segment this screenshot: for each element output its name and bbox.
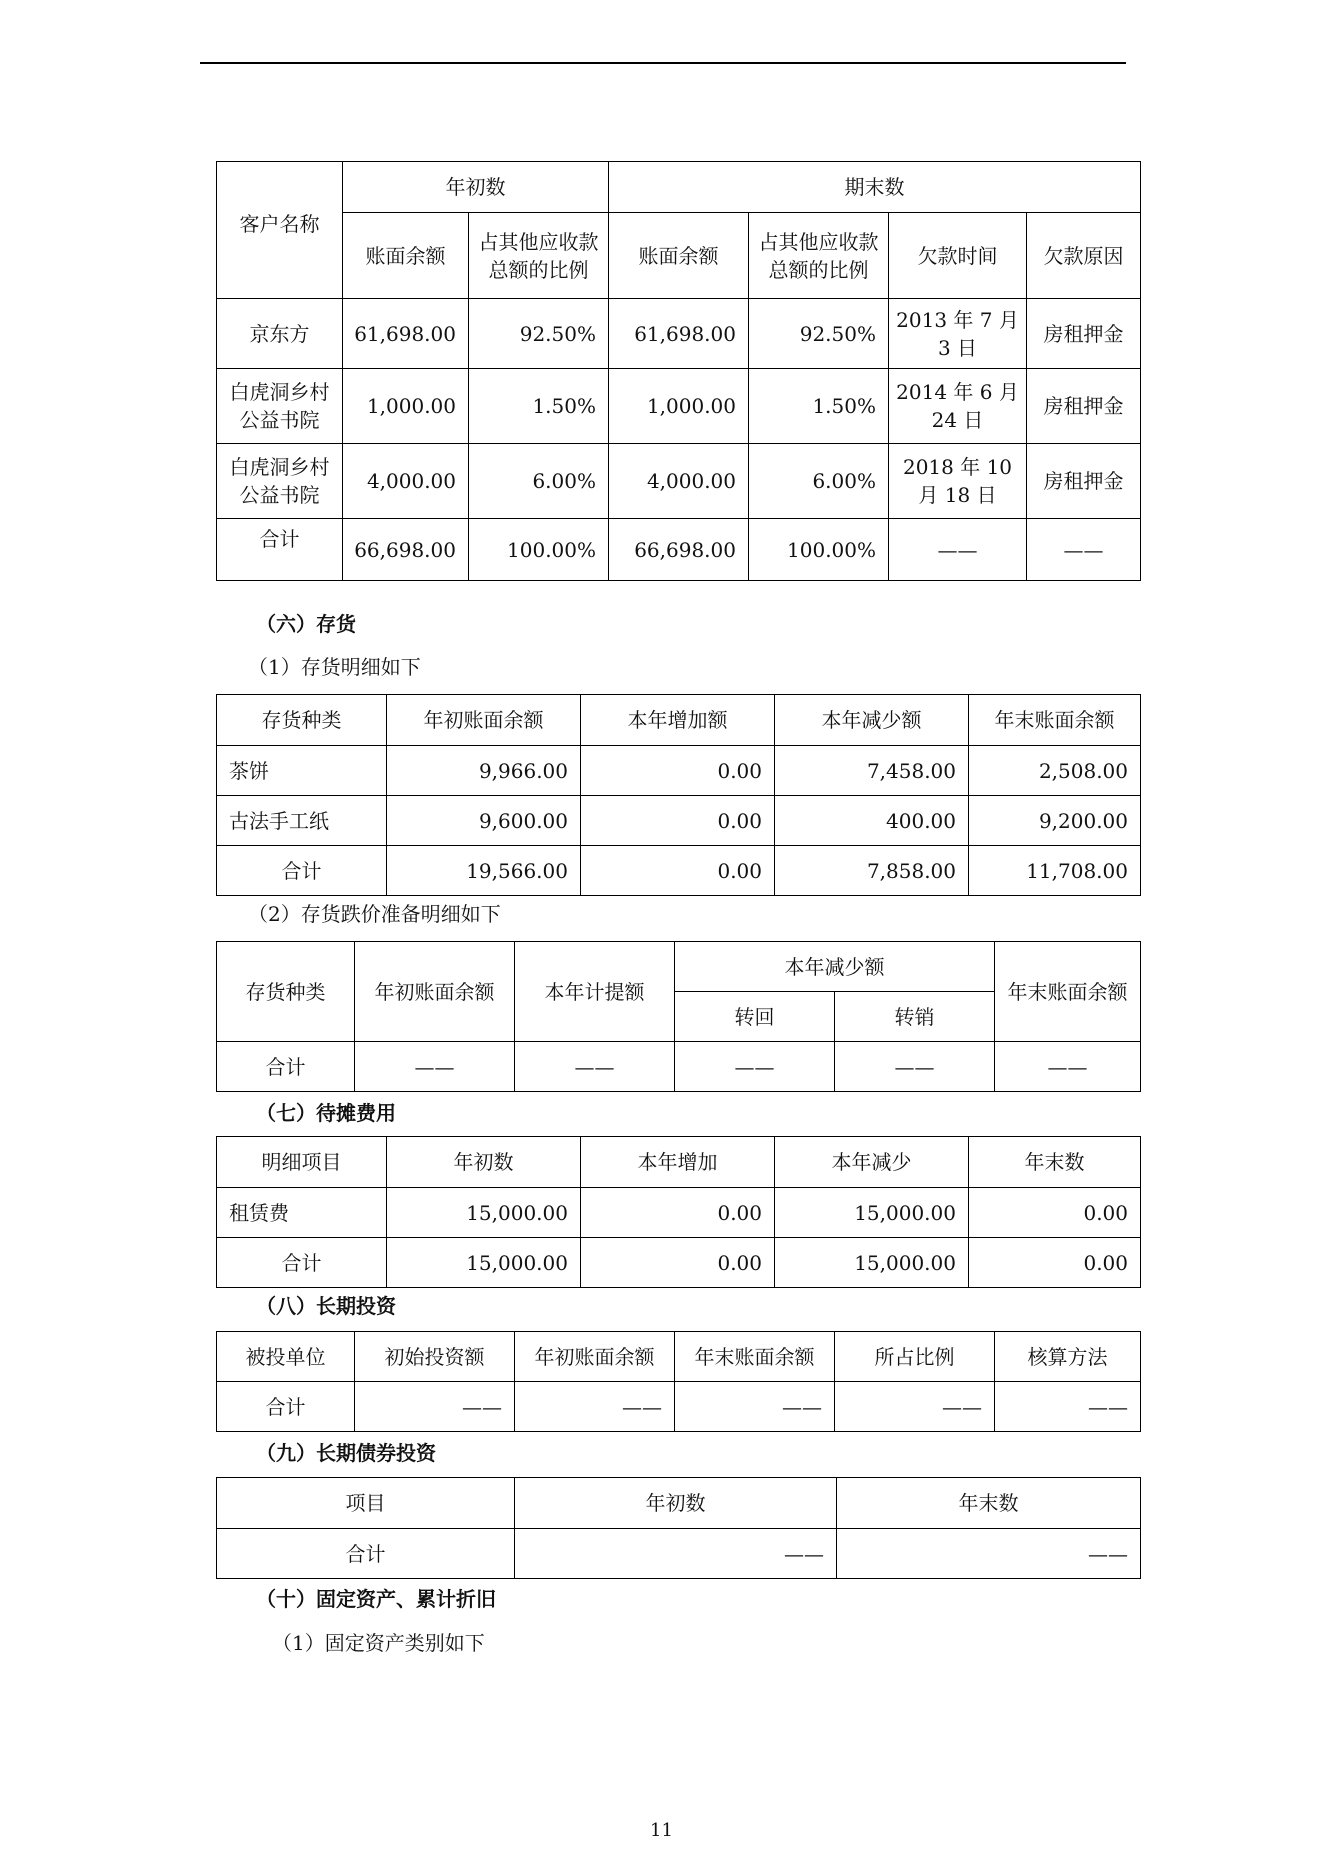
header-cell: 年初账面余额 bbox=[355, 942, 515, 1042]
table-row-total bbox=[217, 519, 1141, 581]
header-ratio-begin: 占其他应收款总额的比例 bbox=[469, 213, 609, 299]
cell-debt-reason: 房租押金 bbox=[1027, 299, 1141, 369]
header-cell: 年末账面余额 bbox=[969, 695, 1141, 746]
cell-name: 白虎洞乡村公益书院 bbox=[217, 369, 343, 444]
cell-debt-reason: 房租押金 bbox=[1027, 444, 1141, 519]
header-cell: 本年计提额 bbox=[515, 942, 675, 1042]
header-cell: 年初数 bbox=[515, 1478, 837, 1529]
cell-value: 0.00 bbox=[969, 1188, 1141, 1238]
header-cell: 项目 bbox=[217, 1478, 515, 1529]
header-book-balance-end: 账面余额 bbox=[609, 213, 749, 299]
cell-debt-time: 2018 年 10 月 18 日 bbox=[889, 444, 1027, 519]
header-cell: 年末数 bbox=[837, 1478, 1141, 1529]
table-row bbox=[217, 1188, 1141, 1238]
cell-value: 0.00 bbox=[581, 746, 775, 796]
header-cell: 年末账面余额 bbox=[995, 942, 1141, 1042]
header-cell: 转回 bbox=[675, 992, 835, 1042]
prepaid-table bbox=[216, 1136, 1141, 1288]
header-cell: 本年增加 bbox=[581, 1137, 775, 1188]
header-cell: 被投单位 bbox=[217, 1332, 355, 1382]
cell-name: 京东方 bbox=[217, 299, 343, 369]
cell-total-end-ratio: 100.00% bbox=[749, 519, 889, 581]
table-row-total bbox=[217, 846, 1141, 896]
cell-value: —— bbox=[995, 1042, 1141, 1092]
cell-total-begin-balance: 66,698.00 bbox=[343, 519, 469, 581]
cell-begin-ratio: 6.00% bbox=[469, 444, 609, 519]
cell-value: 7,858.00 bbox=[775, 846, 969, 896]
subtitle-fixed-asset-categories: （1）固定资产类别如下 bbox=[272, 1631, 485, 1655]
cell-value: —— bbox=[675, 1382, 835, 1432]
header-cell: 年末数 bbox=[969, 1137, 1141, 1188]
table-row bbox=[217, 299, 1141, 369]
cell-begin-balance: 4,000.00 bbox=[343, 444, 469, 519]
cell-value: —— bbox=[995, 1382, 1141, 1432]
cell-total-label: 合计 bbox=[217, 1382, 355, 1432]
cell-value: 0.00 bbox=[581, 796, 775, 846]
cell-begin-ratio: 1.50% bbox=[469, 369, 609, 444]
cell-debt-time: 2014 年 6 月 24 日 bbox=[889, 369, 1027, 444]
cell-value: 7,458.00 bbox=[775, 746, 969, 796]
header-cell: 存货种类 bbox=[217, 695, 387, 746]
lt-investment-table bbox=[216, 1331, 1141, 1432]
cell-total-label: 合计 bbox=[217, 846, 387, 896]
inventory-table bbox=[216, 694, 1141, 896]
cell-total-label: 合计 bbox=[217, 519, 343, 581]
header-ratio-end: 占其他应收款总额的比例 bbox=[749, 213, 889, 299]
cell-value: 2,508.00 bbox=[969, 746, 1141, 796]
cell-end-ratio: 92.50% bbox=[749, 299, 889, 369]
section-title-lt-bond: （九）长期债券投资 bbox=[256, 1441, 436, 1465]
header-year-begin: 年初数 bbox=[343, 162, 609, 213]
header-cell: 本年减少额 bbox=[675, 942, 995, 992]
header-debt-time: 欠款时间 bbox=[889, 213, 1027, 299]
cell-total-debt-time: —— bbox=[889, 519, 1027, 581]
cell-value: 9,600.00 bbox=[387, 796, 581, 846]
cell-value: 15,000.00 bbox=[387, 1238, 581, 1288]
cell-name: 白虎洞乡村公益书院 bbox=[217, 444, 343, 519]
section-title-prepaid: （七）待摊费用 bbox=[256, 1101, 396, 1125]
section-title-fixed-assets: （十）固定资产、累计折旧 bbox=[256, 1587, 496, 1611]
cell-value: 15,000.00 bbox=[387, 1188, 581, 1238]
cell-value: 9,966.00 bbox=[387, 746, 581, 796]
cell-item: 古法手工纸 bbox=[217, 796, 387, 846]
subtitle-inventory-detail: （1）存货明细如下 bbox=[248, 655, 421, 679]
header-cell: 年初数 bbox=[387, 1137, 581, 1188]
header-debt-reason: 欠款原因 bbox=[1027, 213, 1141, 299]
cell-value: —— bbox=[675, 1042, 835, 1092]
cell-total-label: 合计 bbox=[217, 1042, 355, 1092]
header-cell: 年初账面余额 bbox=[515, 1332, 675, 1382]
cell-value: —— bbox=[515, 1382, 675, 1432]
cell-value: —— bbox=[837, 1529, 1141, 1579]
header-cell: 所占比例 bbox=[835, 1332, 995, 1382]
table-row-total bbox=[217, 1382, 1141, 1432]
cell-debt-reason: 房租押金 bbox=[1027, 369, 1141, 444]
header-cell: 本年减少 bbox=[775, 1137, 969, 1188]
header-customer: 客户名称 bbox=[217, 162, 343, 299]
header-cell: 年初账面余额 bbox=[387, 695, 581, 746]
cell-value: 0.00 bbox=[969, 1238, 1141, 1288]
cell-begin-balance: 61,698.00 bbox=[343, 299, 469, 369]
page-number: 11 bbox=[650, 1820, 673, 1841]
cell-value: 0.00 bbox=[581, 846, 775, 896]
header-cell: 本年减少额 bbox=[775, 695, 969, 746]
cell-value: —— bbox=[515, 1042, 675, 1092]
header-cell: 本年增加额 bbox=[581, 695, 775, 746]
cell-end-balance: 4,000.00 bbox=[609, 444, 749, 519]
header-cell: 核算方法 bbox=[995, 1332, 1141, 1382]
cell-total-label: 合计 bbox=[217, 1238, 387, 1288]
cell-value: 400.00 bbox=[775, 796, 969, 846]
cell-end-ratio: 6.00% bbox=[749, 444, 889, 519]
header-cell: 转销 bbox=[835, 992, 995, 1042]
cell-value: 11,708.00 bbox=[969, 846, 1141, 896]
cell-value: —— bbox=[835, 1382, 995, 1432]
cell-value: 15,000.00 bbox=[775, 1238, 969, 1288]
cell-total-end-balance: 66,698.00 bbox=[609, 519, 749, 581]
inventory-provision-table bbox=[216, 941, 1141, 1092]
header-cell: 明细项目 bbox=[217, 1137, 387, 1188]
table-row-total bbox=[217, 1042, 1141, 1092]
cell-end-ratio: 1.50% bbox=[749, 369, 889, 444]
table-row-total bbox=[217, 1529, 1141, 1579]
header-cell: 年末账面余额 bbox=[675, 1332, 835, 1382]
table-row-total bbox=[217, 1238, 1141, 1288]
cell-begin-balance: 1,000.00 bbox=[343, 369, 469, 444]
section-title-lt-investment: （八）长期投资 bbox=[256, 1294, 396, 1318]
cell-value: —— bbox=[355, 1382, 515, 1432]
cell-end-balance: 61,698.00 bbox=[609, 299, 749, 369]
subtitle-inventory-provision: （2）存货跌价准备明细如下 bbox=[248, 902, 501, 926]
section-title-inventory: （六）存货 bbox=[256, 612, 356, 636]
cell-value: 9,200.00 bbox=[969, 796, 1141, 846]
cell-item: 租赁费 bbox=[217, 1188, 387, 1238]
cell-value: —— bbox=[835, 1042, 995, 1092]
table-row bbox=[217, 746, 1141, 796]
cell-value: 19,566.00 bbox=[387, 846, 581, 896]
table-row bbox=[217, 796, 1141, 846]
header-rule bbox=[200, 62, 1126, 64]
table-row bbox=[217, 444, 1141, 519]
cell-item: 茶饼 bbox=[217, 746, 387, 796]
cell-value: —— bbox=[355, 1042, 515, 1092]
cell-end-balance: 1,000.00 bbox=[609, 369, 749, 444]
header-cell: 初始投资额 bbox=[355, 1332, 515, 1382]
header-period-end: 期末数 bbox=[609, 162, 1141, 213]
cell-total-debt-reason: —— bbox=[1027, 519, 1141, 581]
header-cell: 存货种类 bbox=[217, 942, 355, 1042]
table-row bbox=[217, 369, 1141, 444]
cell-debt-time: 2013 年 7 月 3 日 bbox=[889, 299, 1027, 369]
cell-value: 15,000.00 bbox=[775, 1188, 969, 1238]
header-book-balance-begin: 账面余额 bbox=[343, 213, 469, 299]
cell-value: —— bbox=[515, 1529, 837, 1579]
cell-total-label: 合计 bbox=[217, 1529, 515, 1579]
cell-value: 0.00 bbox=[581, 1238, 775, 1288]
cell-begin-ratio: 92.50% bbox=[469, 299, 609, 369]
lt-bond-table bbox=[216, 1477, 1141, 1579]
receivables-table bbox=[216, 161, 1141, 581]
cell-value: 0.00 bbox=[581, 1188, 775, 1238]
cell-total-begin-ratio: 100.00% bbox=[469, 519, 609, 581]
